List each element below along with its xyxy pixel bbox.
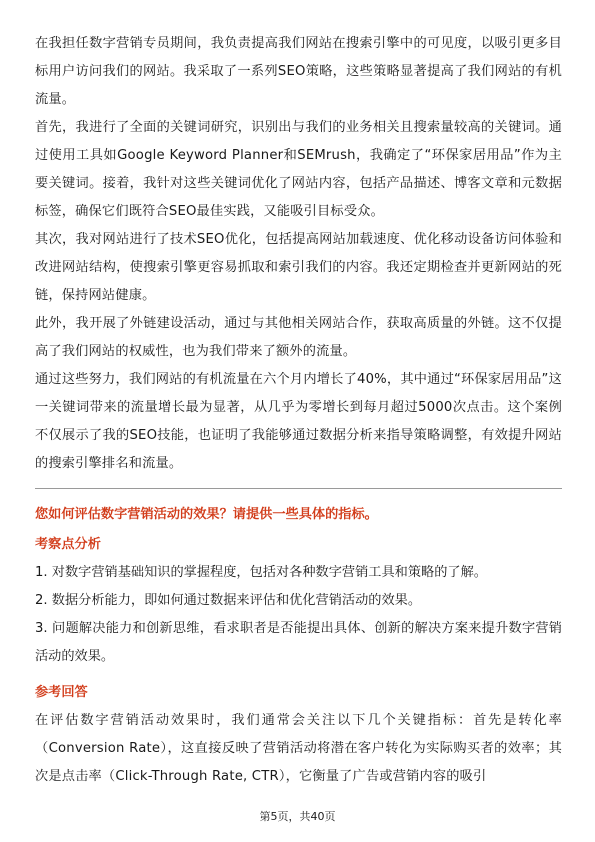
page-number: 第5页，共40页	[259, 810, 336, 823]
interview-question: 您如何评估数字营销活动的效果？请提供一些具体的指标。	[35, 507, 378, 522]
analysis-item-3: 3. 问题解决能力和创新思维，看求职者是否能提出具体、创新的解决方案来提升数字营销活动的效果。	[35, 621, 562, 664]
body-paragraph-5: 通过这些努力，我们网站的有机流量在六个月内增长了40%，其中通过“环保家居用品”这一关键词带来的流量增长最为显著，从几乎为零增长到每月超过5000次点击。这个案例不仅展示了我的SEO技能，也证明了我能够通过数据分析来指导策略调整，有效提升网站的搜索引擎排名和流量。	[35, 372, 562, 471]
analysis-item-1: 1. 对数字营销基础知识的掌握程度，包括对各种数字营销工具和策略的了解。	[35, 565, 487, 580]
answer-text: 在评估数字营销活动效果时，我们通常会关注以下几个关键指标：首先是转化率（Conversion Rate），这直接反映了营销活动将潜在客户转化为实际购买者的效率；其次是点击率（Click-Through Rate, CTR），它衡量了广告或营销内容的吸引	[35, 713, 562, 784]
body-paragraph-4: 此外，我开展了外链建设活动，通过与其他相关网站合作，获取高质量的外链。这不仅提高了我们网站的权威性，也为我们带来了额外的流量。	[35, 316, 562, 359]
section-spacer	[35, 671, 562, 679]
section-divider	[35, 488, 562, 489]
document-page	[35, 30, 562, 791]
body-paragraph-3: 其次，我对网站进行了技术SEO优化，包括提高网站加载速度、优化移动设备访问体验和改进网站结构，使搜索引擎更容易抓取和索引我们的内容。我还定期检查并更新网站的死链，保持网站健康。	[35, 232, 562, 303]
body-paragraph-1: 在我担任数字营销专员期间，我负责提高我们网站在搜索引擎中的可见度，以吸引更多目标用户访问我们的网站。我采取了一系列SEO策略，这些策略显著提高了我们网站的有机流量。	[35, 36, 562, 107]
analysis-item-2: 2. 数据分析能力，即如何通过数据来评估和优化营销活动的效果。	[35, 593, 422, 608]
analysis-heading: 考察点分析	[35, 537, 101, 552]
answer-heading: 参考回答	[35, 685, 88, 700]
body-paragraph-2: 首先，我进行了全面的关键词研究，识别出与我们的业务相关且搜索量较高的关键词。通过使用工具如Google Keyword Planner和SEMrush，我确定了“环保家居用品”作为主要关键词。接着，我针对这些关键词优化了网站内容，包括产品描述、博客文章和元数据标签，确保它们既符合SEO最佳实践，又能吸引目标受众。	[35, 120, 562, 219]
